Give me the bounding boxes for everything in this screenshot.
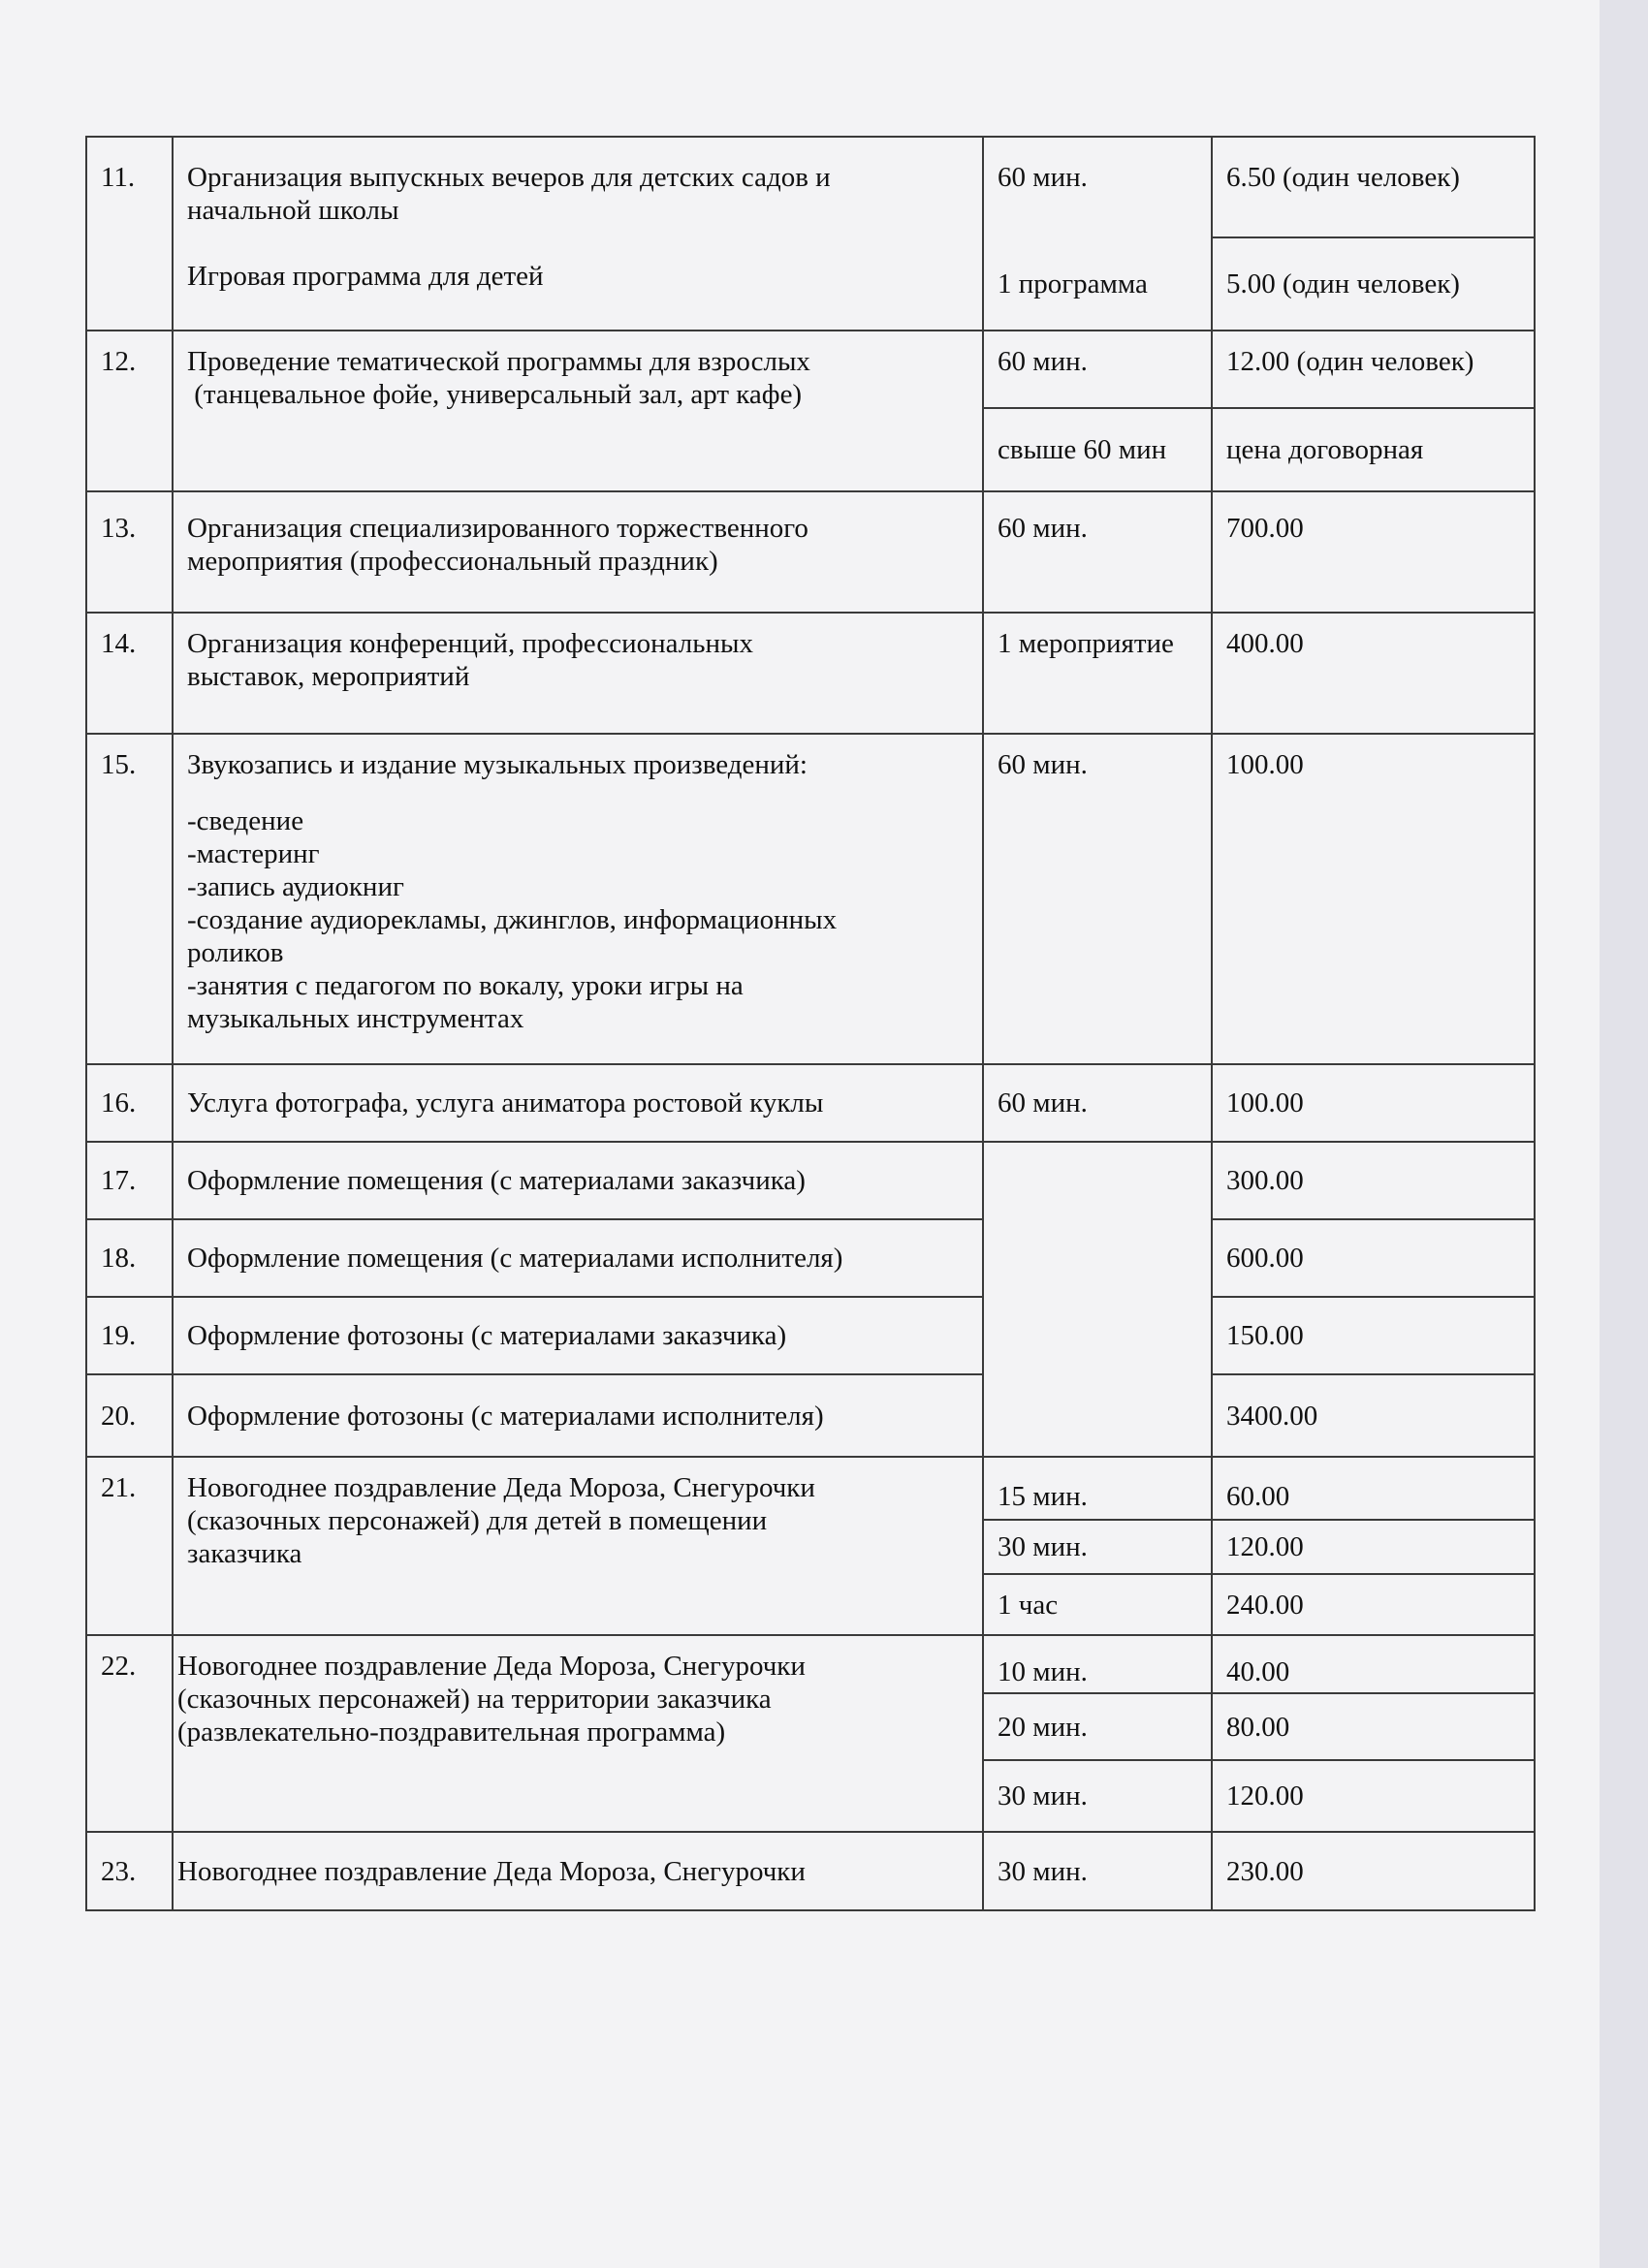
table-row: [86, 1832, 1535, 1910]
price-cell: 12.00 (один человек): [1212, 331, 1535, 408]
service-name-line: (сказочных персонажей) на территории заказчика: [177, 1684, 772, 1715]
row-number: 18.: [86, 1219, 173, 1297]
price-cell: 600.00: [1212, 1219, 1535, 1297]
service-subitem: -запись аудиокниг: [187, 871, 404, 902]
service-name-line: (сказочных персонажей) для детей в помещении: [187, 1505, 768, 1536]
service-name-line: Новогоднее поздравление Деда Мороза, Снегурочки: [187, 1472, 815, 1503]
unit-cell: 10 мин.: [983, 1635, 1212, 1693]
unit-cell: 60 мин.: [983, 734, 1212, 1064]
price-cell: 700.00: [1212, 491, 1535, 613]
service-subitem: роликов: [187, 937, 284, 968]
service-name: [173, 1635, 983, 1832]
row-number: 20.: [86, 1374, 173, 1457]
row-number: 12.: [86, 331, 173, 491]
row-number: 23.: [86, 1832, 173, 1910]
service-name-line: (танцевальное фойе, универсальный зал, арт кафе): [187, 379, 803, 410]
price-cell: цена договорная: [1212, 408, 1535, 491]
price-cell: 120.00: [1212, 1520, 1535, 1574]
price-cell: 100.00: [1212, 734, 1535, 1064]
service-subitem: -сведение: [187, 805, 304, 836]
service-name: Оформление фотозоны (с материалами заказчика): [173, 1297, 983, 1374]
unit-cell: 30 мин.: [983, 1760, 1212, 1832]
unit-cell: 60 мин.: [983, 137, 1212, 237]
price-cell: 5.00 (один человек): [1212, 237, 1535, 331]
unit-cell: 60 мин.: [983, 331, 1212, 408]
table-row: [86, 1142, 1535, 1219]
service-name-line: мероприятия (профессиональный праздник): [187, 546, 718, 577]
row-number: 14.: [86, 613, 173, 734]
service-name-line: Игровая программа для детей: [187, 261, 544, 292]
price-cell: 100.00: [1212, 1064, 1535, 1142]
service-name-line: Организация конференций, профессиональных: [187, 628, 753, 659]
price-cell: 400.00: [1212, 613, 1535, 734]
row-number: 16.: [86, 1064, 173, 1142]
service-name-line: Организация выпускных вечеров для детских садов и: [187, 162, 831, 193]
service-name: Оформление фотозоны (с материалами исполнителя): [173, 1374, 983, 1457]
page-edge: [1600, 0, 1648, 2268]
table-row: [86, 491, 1535, 613]
price-cell: 230.00: [1212, 1832, 1535, 1910]
service-name: [173, 137, 983, 331]
unit-cell: 15 мин.: [983, 1457, 1212, 1520]
service-name-line: Организация специализированного торжественного: [187, 513, 808, 544]
table-row: [86, 1635, 1535, 1693]
price-cell: 80.00: [1212, 1693, 1535, 1760]
price-cell: 40.00: [1212, 1635, 1535, 1693]
unit-cell: 1 мероприятие: [983, 613, 1212, 734]
unit-cell-empty: [983, 1142, 1212, 1457]
price-cell: 120.00: [1212, 1760, 1535, 1832]
service-name: Оформление помещения (с материалами заказчика): [173, 1142, 983, 1219]
table-row: [86, 1297, 1535, 1374]
price-cell: 150.00: [1212, 1297, 1535, 1374]
service-name-line: (развлекательно-поздравительная программа): [177, 1717, 726, 1748]
row-number: 13.: [86, 491, 173, 613]
table-row: [86, 613, 1535, 734]
row-number: 11.: [86, 137, 173, 331]
table-row: [86, 137, 1535, 237]
service-name: [173, 613, 983, 734]
service-name: [173, 491, 983, 613]
price-cell: 3400.00: [1212, 1374, 1535, 1457]
price-cell: 300.00: [1212, 1142, 1535, 1219]
unit-cell: 1 программа: [983, 237, 1212, 331]
service-name-line: Проведение тематической программы для взрослых: [187, 346, 810, 377]
price-table: [85, 136, 1536, 1911]
service-subitem: музыкальных инструментах: [187, 1003, 524, 1034]
service-name: [173, 331, 983, 491]
service-name-line: Звукозапись и издание музыкальных произведений:: [187, 749, 808, 780]
service-name-line: Новогоднее поздравление Деда Мороза, Снегурочки: [177, 1651, 806, 1682]
price-cell: 240.00: [1212, 1574, 1535, 1635]
unit-cell: свыше 60 мин: [983, 408, 1212, 491]
unit-cell: 1 час: [983, 1574, 1212, 1635]
service-name: Оформление помещения (с материалами исполнителя): [173, 1219, 983, 1297]
table-row: [86, 331, 1535, 408]
service-name-line: начальной школы: [187, 195, 399, 226]
row-number: 21.: [86, 1457, 173, 1635]
service-name: [173, 734, 983, 1064]
service-name: Услуга фотографа, услуга аниматора ростовой куклы: [173, 1064, 983, 1142]
table-row: [86, 1064, 1535, 1142]
row-number: 19.: [86, 1297, 173, 1374]
table-row: [86, 1219, 1535, 1297]
row-number: 15.: [86, 734, 173, 1064]
price-cell: 60.00: [1212, 1457, 1535, 1520]
unit-cell: 30 мин.: [983, 1520, 1212, 1574]
service-name: [173, 1457, 983, 1635]
table-row: [86, 1457, 1535, 1520]
service-name-line: выставок, мероприятий: [187, 661, 470, 692]
service-subitem: -создание аудиорекламы, джинглов, информационных: [187, 904, 838, 935]
row-number: 17.: [86, 1142, 173, 1219]
service-name: Новогоднее поздравление Деда Мороза, Снегурочки: [173, 1832, 983, 1910]
unit-cell: 60 мин.: [983, 1064, 1212, 1142]
unit-cell: 60 мин.: [983, 491, 1212, 613]
service-subitem: -мастеринг: [187, 838, 320, 869]
unit-cell: 20 мин.: [983, 1693, 1212, 1760]
table-row: [86, 1374, 1535, 1457]
table-row: [86, 734, 1535, 1064]
unit-cell: 30 мин.: [983, 1832, 1212, 1910]
row-number: 22.: [86, 1635, 173, 1832]
price-cell: 6.50 (один человек): [1212, 137, 1535, 237]
service-name-line: заказчика: [187, 1538, 302, 1569]
service-subitem: -занятия с педагогом по вокалу, уроки игры на: [187, 970, 744, 1001]
